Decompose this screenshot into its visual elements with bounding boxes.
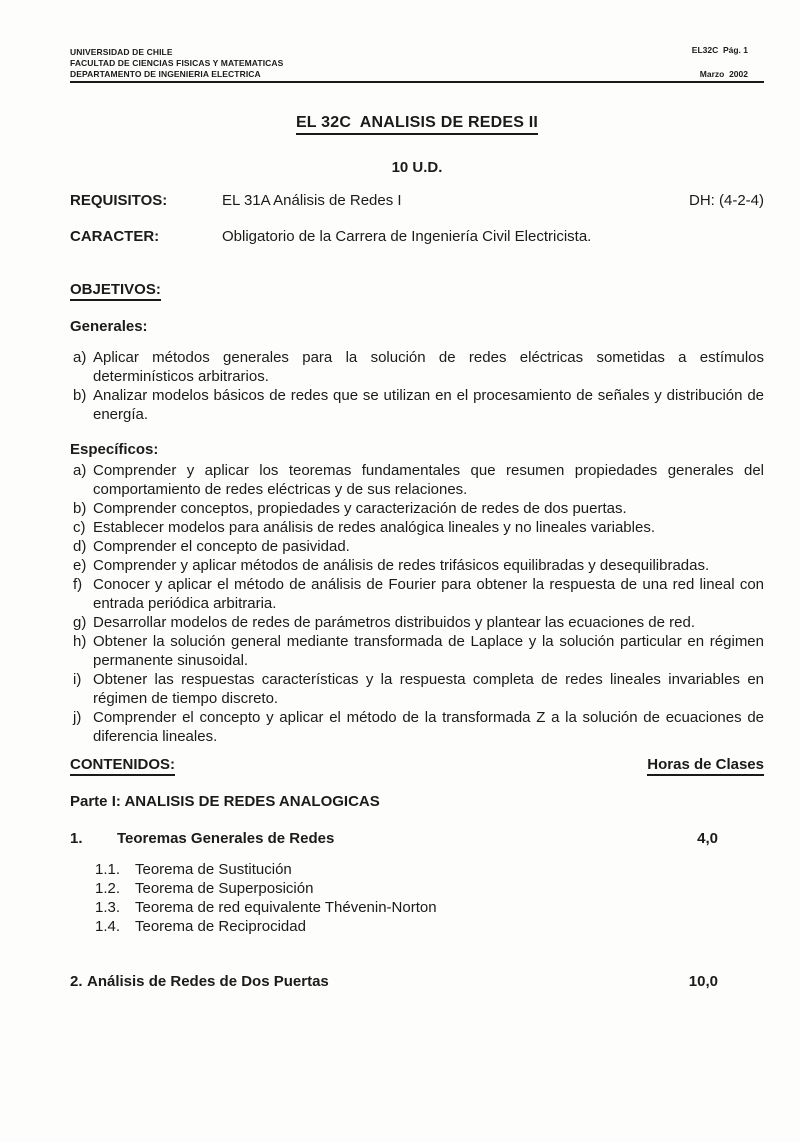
contenidos-heading: CONTENIDOS:: [70, 756, 175, 776]
caracter-row: [70, 228, 764, 245]
dh-value: DH: (4-2-4): [688, 192, 764, 209]
section-2-row: [70, 973, 764, 990]
subitem-row: 1.4. Teorema de Reciprocidad: [95, 918, 306, 935]
subitem-row: 1.1. Teorema de Sustitución: [95, 861, 292, 878]
section-title: Análisis de Redes de Dos Puertas: [87, 973, 329, 990]
document-date: Marzo 2002: [700, 69, 748, 83]
section-number: 2.: [70, 973, 83, 990]
especificos-heading: Específicos:: [70, 441, 159, 458]
document-header: [70, 45, 764, 83]
section-1-row: [70, 830, 764, 847]
contenidos-header-row: [70, 756, 764, 776]
page-number: EL32C Pág. 1: [691, 45, 748, 55]
section-1-subitems: [95, 860, 764, 936]
list-item: h) Obtener la solución general mediante transformada de Laplace y la solución particular en régimen permanente sinusoidal.: [73, 633, 764, 669]
requisitos-label: REQUISITOS:: [70, 192, 168, 209]
generales-list: [70, 348, 764, 424]
list-item: e) Comprender y aplicar métodos de análisis de redes trifásicos equilibradas y desequilibradas.: [73, 557, 710, 574]
institution-line-1: UNIVERSIDAD DE CHILE: [70, 47, 173, 57]
especificos-list: [70, 461, 764, 746]
list-item: g) Desarrollar modelos de redes de parámetros distribuidos y plantear las ecuaciones de red.: [73, 614, 695, 631]
institution-line-3: DEPARTAMENTO DE INGENIERIA ELECTRICA: [70, 69, 261, 79]
list-item: a) Aplicar métodos generales para la solución de redes eléctricas sometidas a estímulos determinísticos arbitrarios.: [73, 349, 764, 385]
course-title: EL 32C ANALISIS DE REDES II: [70, 114, 764, 132]
list-item: a) Comprender y aplicar los teoremas fundamentales que resumen propiedades generales del comportamiento de redes eléctricas y de sus relaciones.: [73, 462, 764, 498]
list-item: f) Conocer y aplicar el método de análisis de Fourier para obtener la respuesta de una red lineal con entrada periódica arbitraria.: [73, 576, 764, 612]
section-hours: 4,0: [697, 830, 718, 847]
subitem-row: 1.2. Teorema de Superposición: [95, 880, 314, 897]
institution-line-2: FACULTAD DE CIENCIAS FISICAS Y MATEMATICAS: [70, 58, 284, 68]
list-item: d) Comprender el concepto de pasividad.: [73, 538, 350, 555]
list-item: c) Establecer modelos para análisis de redes analógica lineales y no lineales variables.: [73, 519, 655, 536]
caracter-value: Obligatorio de la Carrera de Ingeniería Civil Electricista.: [222, 228, 592, 245]
requisitos-row: [70, 192, 764, 209]
section-hours: 10,0: [688, 973, 718, 990]
horas-de-clases-heading: Horas de Clases: [647, 756, 764, 776]
requisitos-value: EL 31A Análisis de Redes I: [222, 192, 402, 209]
list-item: j) Comprender el concepto y aplicar el método de la transformada Z a la solución de ecuaciones de diferencia lineales.: [73, 709, 764, 745]
list-item: b) Comprender conceptos, propiedades y caracterización de redes de dos puertas.: [73, 500, 627, 517]
parte1-heading: Parte I: ANALISIS DE REDES ANALOGICAS: [70, 793, 380, 810]
list-item: i) Obtener las respuestas características y la respuesta completa de redes lineales invariables en régimen de tiempo discreto.: [73, 671, 764, 707]
institution-block: [70, 47, 283, 80]
page-ref-block: [692, 45, 748, 80]
caracter-label: CARACTER:: [70, 228, 160, 245]
course-units: 10 U.D.: [391, 159, 443, 176]
subitem-row: 1.3. Teorema de red equivalente Thévenin-Norton: [95, 899, 437, 916]
section-title: Teoremas Generales de Redes: [117, 830, 335, 847]
objetivos-heading: OBJETIVOS:: [70, 281, 764, 301]
list-item: b) Analizar modelos básicos de redes que se utilizan en el procesamiento de señales y distribución de energía.: [73, 387, 764, 423]
generales-heading: Generales:: [70, 318, 148, 335]
section-number: 1.: [70, 830, 83, 847]
